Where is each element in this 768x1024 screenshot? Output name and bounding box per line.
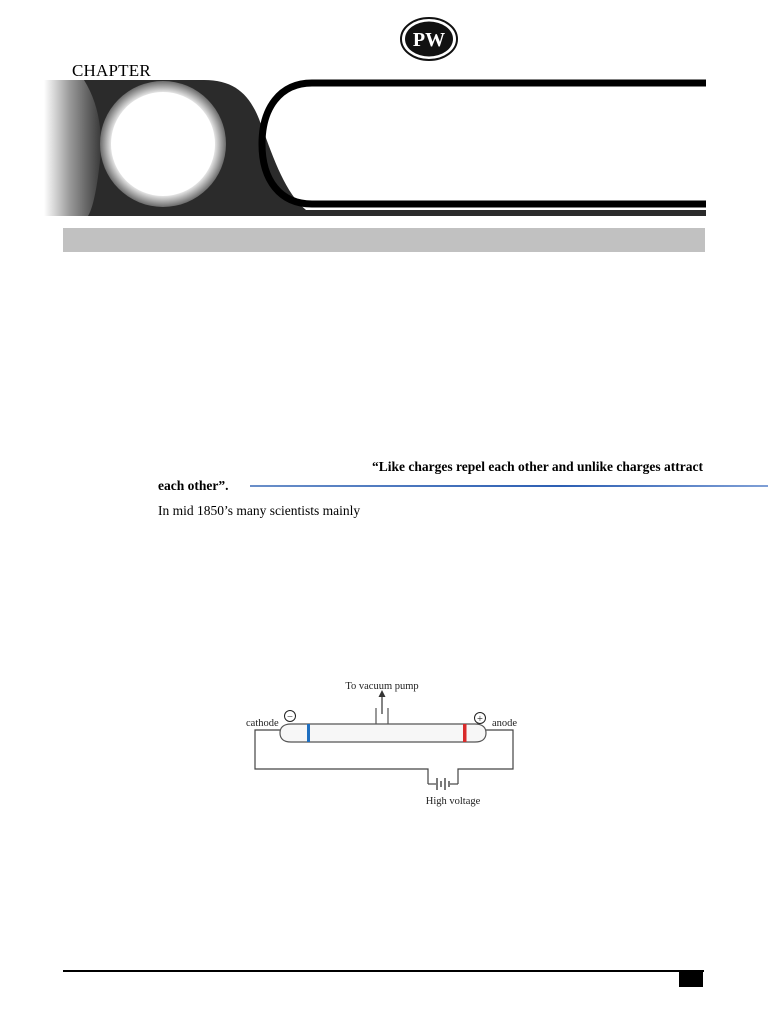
label-high-voltage: High voltage (425, 796, 481, 807)
pw-logo (399, 16, 459, 62)
label-vacuum-pump: To vacuum pump (345, 681, 419, 692)
chapter-label: CHAPTER (72, 61, 151, 80)
quote-line-2: each other”. (158, 478, 229, 493)
discharge-tube-diagram (243, 672, 523, 812)
footer-rule (63, 970, 704, 972)
section-heading-bar (63, 228, 705, 252)
quote-line-1: “Like charges repel each other and unlike charges attract (372, 459, 703, 474)
anode-electrode (463, 724, 467, 742)
cathode-electrode (307, 724, 310, 742)
label-anode: anode (492, 718, 518, 729)
decorative-blue-rule (250, 485, 768, 487)
label-cathode: cathode (246, 718, 279, 729)
logo-text: PW (412, 29, 446, 51)
plus-sign: + (477, 714, 483, 725)
intro-paragraph: In mid 1850’s many scientists mainly (158, 503, 361, 518)
page-number-tab (679, 972, 703, 987)
chapter-banner (44, 74, 706, 220)
minus-sign: − (287, 712, 293, 723)
